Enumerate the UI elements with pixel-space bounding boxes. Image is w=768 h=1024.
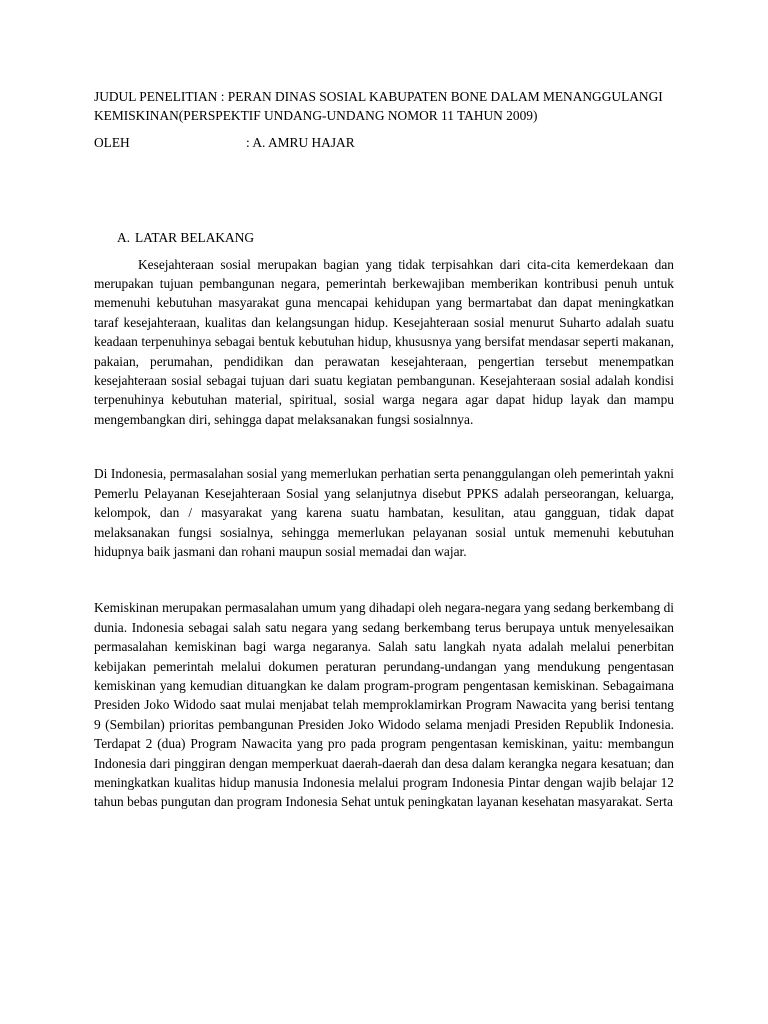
paragraph-2: Di Indonesia, permasalahan sosial yang memerlukan perhatian serta penanggulangan oleh pemerintah yakni Pemerlu Pelayanan Kesejahteraan Sosial yang selanjutnya disebut PPKS adalah perseorangan, keluarga, kelompok, dan / masyarakat yang karena suatu hambatan, kesulitan, atau gangguan, tidak dapat melaksanakan fungsi sosialnya, sehingga memerlukan pelayanan sosial untuk memenuhi kebutuhan hidupnya baik jasmani dan rohani maupun sosial memadai dan wajar. bbox=[94, 466, 674, 559]
section-heading bbox=[94, 228, 674, 247]
section-number: A. bbox=[117, 230, 131, 246]
paragraph-1: Kesejahteraan sosial merupakan bagian yang tidak terpisahkan dari cita-cita kemerdekaan dan merupakan tujuan pembangunan negara, pemerintah berkewajiban memberikan kontribusi penuh untuk memenuhi kebutuhan masyarakat guna mencapai kehidupan yang bermartabat dan dapat meningkatkan taraf kesejahteraan, kualitas dan kelangsungan hidup. Kesejahteraan sosial menurut Suharto adalah suatu keadaan terpenuhinya sebagai bentuk kebutuhan hidup, khususnya yang bersifat mendasar seperti makanan, pakaian, perumahan, pendidikan dan perawatan kesejahteraan, pengertian tersebut menempatkan kesejahteraan sosial sebagai tujuan dari suatu kegiatan pembangunan. Kesejahteraan sosial adalah kondisi terpenuhinya kebutuhan material, spiritual, sosial warga negara agar dapat hidup layak dan mampu mengembangkan diri, sehingga dapat melaksanakan fungsi sosialnnya. bbox=[94, 256, 674, 427]
paragraph-3: Kemiskinan merupakan permasalahan umum yang dihadapi oleh negara-negara yang sedang berkembang di dunia. Indonesia sebagai salah satu negara yang sedang berkembang terus berupaya untuk menyelesaikan permasalahan kemiskinan bagi warga negaranya. Salah satu langkah nyata adalah melalui penerbitan kebijakan pemerintah melalui dokumen peraturan perundang-undangan yang mendukung pengentasan kemiskinan yang kemudian dituangkan ke dalam program-program pengentasan kemiskinan. Sebagaimana Presiden Joko Widodo saat mulai menjabat telah memproklamirkan Program Nawacita yang berisi tentang 9 (Sembilan) prioritas pembangunan Presiden Joko Widodo selama menjadi Presiden Republik Indonesia. Terdapat 2 (dua) Program Nawacita yang pro pada program pengentasan kemiskinan, yaitu: membangun Indonesia dari pinggiran dengan memperkuat daerah-daerah dan desa dalam kerangka negara kesatuan; dan meningkatkan kualitas hidup manusia Indonesia melalui program Indonesia Pintar dengan wajib belajar 12 tahun bebas pungutan dan program Indonesia Sehat untuk peningkatan layanan kesehatan masyarakat. Serta bbox=[94, 600, 674, 810]
section-title: LATAR BELAKANG bbox=[135, 230, 255, 246]
author-label: OLEH bbox=[94, 134, 130, 150]
author-row bbox=[94, 133, 674, 152]
author-name: : A. AMRU HAJAR bbox=[246, 134, 355, 150]
research-title: JUDUL PENELITIAN : PERAN DINAS SOSIAL KABUPATEN BONE DALAM MENANGGULANGI KEMISKINAN(PERSPEKTIF UNDANG-UNDANG NOMOR 11 TAHUN 2009) bbox=[94, 89, 663, 124]
document-body bbox=[94, 87, 674, 812]
